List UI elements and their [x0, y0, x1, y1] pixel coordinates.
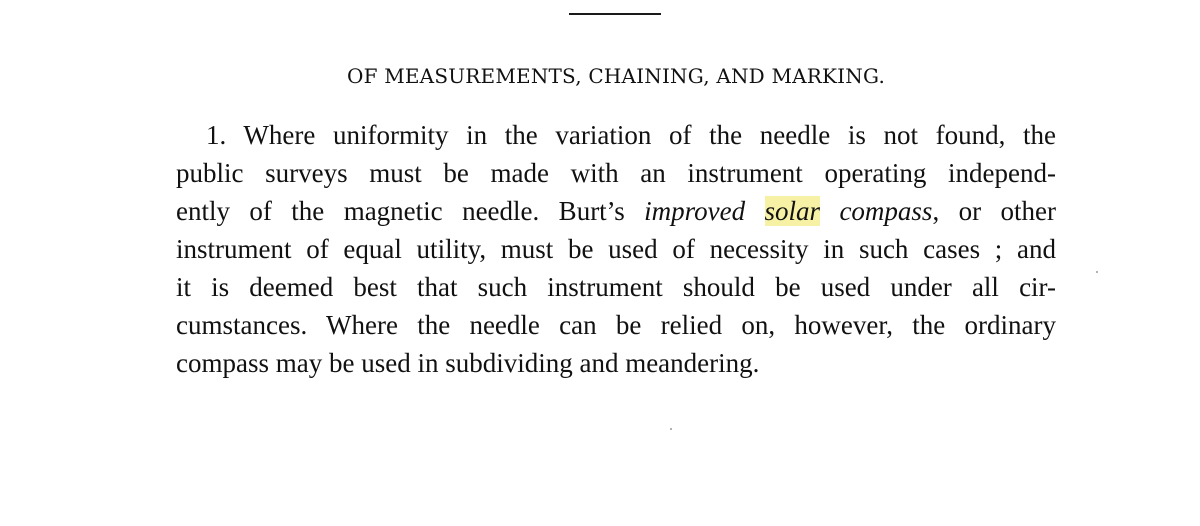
- highlighted-word-solar: solar: [764, 196, 821, 226]
- paragraph-line-6: cumstances. Where the needle can be relied on, however, the ordinary: [176, 310, 1056, 340]
- line-3-text-before: ently of the magnetic needle. Burt’s: [176, 196, 645, 226]
- line-3-text-after: , or other: [932, 196, 1056, 226]
- paragraph-line-1: 1. Where uniformity in the variation of the needle is not found, the: [206, 120, 1056, 150]
- section-heading: OF MEASUREMENTS, CHAINING, AND MARKING.: [346, 64, 886, 88]
- body-paragraph: [176, 116, 1056, 382]
- paragraph-line-5: it is deemed best that such instrument should be used under all cir-: [176, 272, 1056, 302]
- paragraph-line-4: instrument of equal utility, must be used of necessity in such cases ; and: [176, 234, 1056, 264]
- italic-compass: compass: [820, 196, 933, 226]
- scan-speck: [670, 428, 672, 430]
- section-rule: [569, 13, 661, 15]
- paragraph-line-7: compass may be used in subdividing and meandering.: [176, 348, 760, 378]
- paragraph-line-2: public surveys must be made with an instrument operating independ-: [176, 158, 1056, 188]
- paragraph-line-3: [176, 192, 1056, 230]
- scan-speck: [1096, 271, 1098, 273]
- italic-improved: improved: [644, 196, 765, 226]
